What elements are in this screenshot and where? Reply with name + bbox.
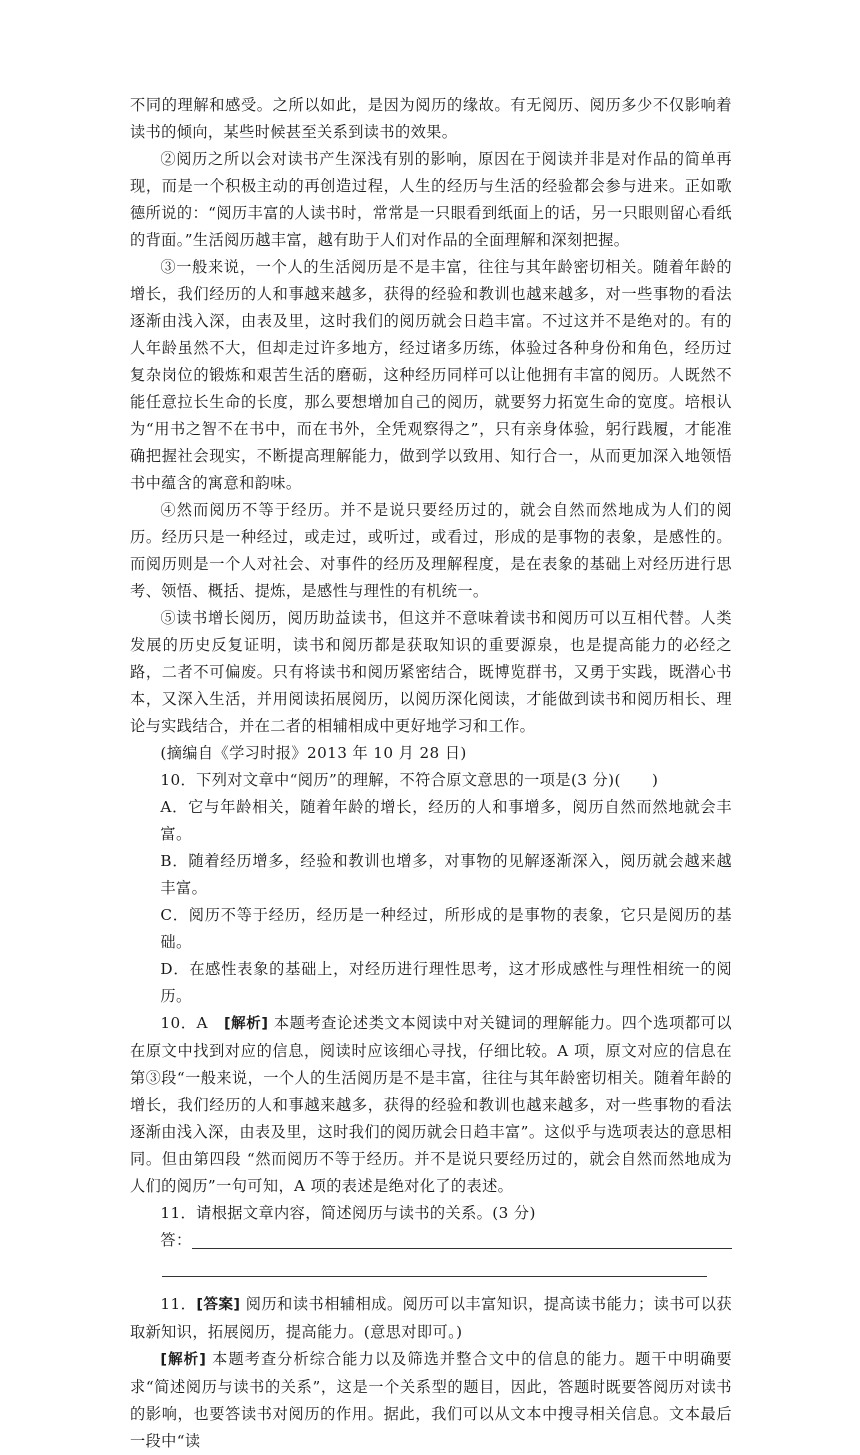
article-source: (摘编自《学习时报》2013 年 10 月 28 日) <box>160 744 467 762</box>
question-10-analysis <box>130 1010 732 1200</box>
document-page <box>130 92 732 1455</box>
article-paragraph-2: ②阅历之所以会对读书产生深浅有别的影响，原因在于阅读并非是对作品的简单再现，而是一个积极主动的再创造过程，人生的经历与生活的经验都会参与进来。正如歌德所说的：“阅历丰富的人读书时，常常是一只眼看到纸面上的话，另一只眼则留心看纸的背面。”生活阅历越丰富，越有助于人们对作品的全面理解和深刻把握。 <box>130 150 732 249</box>
article-paragraph-3: ③一般来说，一个人的生活阅历是不是丰富，往往与其年龄密切相关。随着年龄的增长，我们经历的人和事越来越多，获得的经验和教训也越来越多，对一些事物的看法逐渐由浅入深，由表及里，这时我们的阅历就会日趋丰富。不过这并不是绝对的。有的人年龄虽然不大，但却走过许多地方，经过诸多历练，体验过各种身份和角色，经历过复杂岗位的锻炼和艰苦生活的磨砺，这种经历同样可以让他拥有丰富的阅历。人既然不能任意拉长生命的长度，那么要想增加自己的阅历，就要努力拓宽生命的宽度。培根认为“用书之智不在书中，而在书外，全凭观察得之”，只有亲身体验，躬行践履，才能准确把握社会现实，不断提高理解能力，做到学以致用、知行合一，从而更加深入地领悟书中蕴含的寓意和韵味。 <box>130 258 732 492</box>
answer-underline-2[interactable] <box>162 1254 707 1277</box>
question-10-analysis-text: 本题考查论述类文本阅读中对关键词的理解能力。四个选项都可以在原文中找到对应的信息，阅读时应该细心寻找，仔细比较。A 项，原文对应的信息在第③段“一般来说，一个人的生活阅历是不是丰富，往往与其年龄密切相关。随着年龄的增长，我们经历的人和事越来越多，获得的经验和教训也越来越多，对一些事物的看法逐渐由浅入深，由表及里，这时我们的阅历就会日趋丰富”。这似乎与选项表达的意思相同。但由第四段 “然而阅历不等于经历。并不是说只要经历过的，就会自然而然地成为人们的阅历”一句可知，A 项的表述是绝对化了的表述。 <box>130 1014 733 1195</box>
question-11-stem: 11．请根据文章内容，简述阅历与读书的关系。(3 分) <box>160 1204 536 1222</box>
question-10-answer: 10．A <box>160 1014 224 1032</box>
answer-line[interactable] <box>130 1227 732 1254</box>
answer-underline <box>192 1248 732 1249</box>
question-11-analysis-text: 本题考查分析综合能力以及筛选并整合文中的信息的能力。题干中明确要求“简述阅历与读书的关系”，这是一个关系型的题目，因此，答题时既要答阅历对读书的影响，也要答读书对阅历的作用。据此，我们可以从文本中搜寻相关信息。文本最后一段中“读 <box>130 1350 732 1450</box>
question-11-answer-number: 11． <box>160 1295 197 1313</box>
answer-tag: [答案] <box>196 1297 241 1313</box>
question-11-answer <box>130 1291 732 1346</box>
question-10-option-d: D．在感性表象的基础上，对经历进行理性思考，这才形成感性与理性相统一的阅历。 <box>160 960 732 1005</box>
question-10-option-a: A．它与年龄相关，随着年龄的增长，经历的人和事增多，阅历自然而然地就会丰富。 <box>160 798 732 843</box>
article-paragraph-1-tail: 不同的理解和感受。之所以如此，是因为阅历的缘故。有无阅历、阅历多少不仅影响着读书的倾向，某些时候甚至关系到读书的效果。 <box>130 96 732 141</box>
question-10-stem: 10．下列对文章中“阅历”的理解，不符合原文意思的一项是(3 分)( ) <box>160 771 659 789</box>
question-11-analysis <box>130 1346 732 1455</box>
question-10-option-c: C．阅历不等于经历，经历是一种经过，所形成的是事物的表象，它只是阅历的基础。 <box>160 906 732 951</box>
question-10-option-b: B．随着经历增多，经验和教训也增多，对事物的见解逐渐深入，阅历就会越来越丰富。 <box>160 852 732 897</box>
question-11-answer-text: 阅历和读书相辅相成。阅历可以丰富知识，提高读书能力；读书可以获取新知识，拓展阅历，提高能力。(意思对即可。) <box>130 1295 732 1341</box>
analysis-tag: [解析] <box>160 1352 207 1368</box>
article-paragraph-4: ④然而阅历不等于经历。并不是说只要经历过的，就会自然而然地成为人们的阅历。经历只是一种经过，或走过，或听过，或看过，形成的是事物的表象，是感性的。而阅历则是一个人对社会、对事件的经历及理解程度，是在表象的基础上对经历进行思考、领悟、概括、提炼，是感性与理性的有机统一。 <box>130 501 732 600</box>
article-paragraph-5: ⑤读书增长阅历，阅历助益读书，但这并不意味着读书和阅历可以互相代替。人类发展的历史反复证明，读书和阅历都是获取知识的重要源泉，也是提高能力的必经之路，二者不可偏废。只有将读书和阅历紧密结合，既博览群书，又勇于实践，既潜心书本，又深入生活，并用阅读拓展阅历，以阅历深化阅读，才能做到读书和阅历相长、理论与实践结合，并在二者的相辅相成中更好地学习和工作。 <box>130 609 732 735</box>
answer-label: 答： <box>160 1231 192 1249</box>
analysis-tag: [解析] <box>223 1016 269 1032</box>
